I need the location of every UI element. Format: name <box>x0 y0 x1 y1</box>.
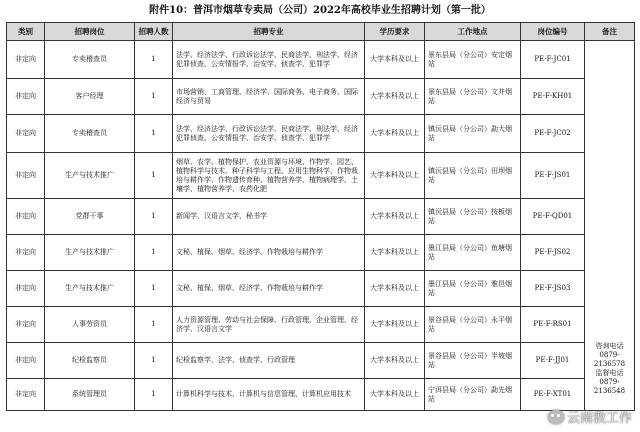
table-header-row <box>7 23 635 41</box>
cell-education: 大学本科及以上 <box>365 153 425 199</box>
cell-category: 非定向 <box>7 235 45 271</box>
cell-category: 非定向 <box>7 343 45 379</box>
cell-majors: 文秘、植保、烟草、经济学、作物栽培与耕作学 <box>173 235 365 271</box>
cell-education: 大学本科及以上 <box>365 115 425 153</box>
cell-count: 1 <box>135 307 173 343</box>
cell-education: 大学本科及以上 <box>365 379 425 411</box>
cell-location: 景东县局（分公司）文井烟站 <box>425 79 521 115</box>
header-code: 岗位编号 <box>521 23 585 41</box>
cell-category: 非定向 <box>7 153 45 199</box>
cell-position: 生产与技术推广 <box>45 153 135 199</box>
cell-education: 大学本科及以上 <box>365 79 425 115</box>
cell-code: PE-F-JC01 <box>521 41 585 79</box>
table-row <box>7 271 635 307</box>
cell-category: 非定向 <box>7 199 45 235</box>
cell-position: 专卖稽查员 <box>45 41 135 79</box>
cell-category: 非定向 <box>7 41 45 79</box>
cell-category: 非定向 <box>7 307 45 343</box>
table-row <box>7 115 635 153</box>
cell-majors: 新闻学、汉语言文学、秘书学 <box>173 199 365 235</box>
notes-supervise-label: 监督电话 <box>595 369 624 377</box>
cell-position: 生产与技术推广 <box>45 271 135 307</box>
table-row <box>7 235 635 271</box>
cell-education: 大学本科及以上 <box>365 271 425 307</box>
table-row <box>7 153 635 199</box>
cell-count: 1 <box>135 379 173 411</box>
cell-position: 党群干事 <box>45 199 135 235</box>
cell-majors: 烟草、农学、植物保护、农业资源与环境、作物学、园艺、植物科学与技术、种子科学与工程、应用生物科学、作物栽培与耕作学、作物遗传育种、植物营养学、植物病理学、土壤学、植物营养学、农药化肥 <box>173 153 365 199</box>
cell-code: PE-F-JS02 <box>521 235 585 271</box>
cell-education: 大学本科及以上 <box>365 343 425 379</box>
cell-code: PE-F-QD01 <box>521 199 585 235</box>
table-row <box>7 199 635 235</box>
cell-location: 墨江县局（分公司）雅邑烟站 <box>425 271 521 307</box>
page-title: 附件10：普洱市烟草专卖局（公司）2022年高校毕业生招聘计划（第一批） <box>149 5 491 16</box>
cell-majors: 计算机科学与技术、计算机与信息管理、计算机应用技术 <box>173 379 365 411</box>
table-row <box>7 307 635 343</box>
table-row <box>7 343 635 379</box>
cell-count: 1 <box>135 235 173 271</box>
cell-location: 景谷县局（分公司）半坡烟站 <box>425 343 521 379</box>
recruitment-table <box>6 22 635 411</box>
cell-category: 非定向 <box>7 115 45 153</box>
header-count: 招聘人数 <box>135 23 173 41</box>
cell-category: 非定向 <box>7 79 45 115</box>
notes-supervise-phone: 0879-2136548 <box>593 378 626 395</box>
notes-consult-label: 咨询电话 <box>595 342 624 350</box>
cell-code: PE-F-JJ01 <box>521 343 585 379</box>
cell-code: PE-F-JC02 <box>521 115 585 153</box>
cell-majors: 法学、经济法学、行政诉讼法学、民商法学、刑法学、经济犯罪侦查、公安情报学、治安学、侦查学、犯罪学 <box>173 41 365 79</box>
notes-cell <box>585 41 635 411</box>
cell-location: 宁洱县局（分公司）勐先烟站 <box>425 379 521 411</box>
cell-position: 专卖稽查员 <box>45 115 135 153</box>
cell-count: 1 <box>135 271 173 307</box>
cell-position: 系统管理员 <box>45 379 135 411</box>
cell-majors: 市场营销、工商管理、经济学、国际商务、电子商务、国际经济与贸易 <box>173 79 365 115</box>
cell-code: PE-F-KH01 <box>521 79 585 115</box>
header-category: 类别 <box>7 23 45 41</box>
watermark <box>548 407 632 426</box>
cell-education: 大学本科及以上 <box>365 199 425 235</box>
table-row <box>7 41 635 79</box>
cell-category: 非定向 <box>7 379 45 411</box>
cell-location: 景谷县局（分公司）永平烟站 <box>425 307 521 343</box>
cell-education: 大学本科及以上 <box>365 235 425 271</box>
cell-category: 非定向 <box>7 271 45 307</box>
cell-count: 1 <box>135 41 173 79</box>
cell-education: 大学本科及以上 <box>365 307 425 343</box>
cell-majors: 文秘、植保、烟草、经济学、作物栽培与耕作学 <box>173 271 365 307</box>
cell-count: 1 <box>135 79 173 115</box>
cell-location: 景东县局（分公司）安定烟站 <box>425 41 521 79</box>
header-location: 工作地点 <box>425 23 521 41</box>
cell-count: 1 <box>135 199 173 235</box>
cell-code: PE-F-RS01 <box>521 307 585 343</box>
wechat-icon <box>548 410 564 424</box>
cell-count: 1 <box>135 343 173 379</box>
cell-code: PE-F-XT01 <box>521 379 585 411</box>
notes-consult-phone: 0879-2136578 <box>593 351 626 368</box>
cell-location: 镇沅县局（分公司）按板烟站 <box>425 199 521 235</box>
header-position: 招聘岗位 <box>45 23 135 41</box>
cell-position: 人事劳资员 <box>45 307 135 343</box>
table-row <box>7 379 635 411</box>
cell-location: 墨江县局（分公司）鱼塘烟站 <box>425 235 521 271</box>
cell-position: 纪检监察员 <box>45 343 135 379</box>
table-row <box>7 79 635 115</box>
cell-count: 1 <box>135 153 173 199</box>
watermark-text: 云南敦工作 <box>566 411 632 426</box>
cell-majors: 人力资源管理、劳动与社会保障、行政管理、企业管理、经济学、汉语言文学 <box>173 307 365 343</box>
cell-majors: 法学、经济法学、行政诉讼法学、民商法学、刑法学、经济犯罪侦查、公安情报学、治安学、侦查学、犯罪学 <box>173 115 365 153</box>
cell-location: 镇沅县局（分公司）田坝烟站 <box>425 153 521 199</box>
cell-code: PE-F-JS03 <box>521 271 585 307</box>
header-majors: 招聘专业 <box>173 23 365 41</box>
header-education: 学历要求 <box>365 23 425 41</box>
cell-location: 镇沅县局（分公司）勐大烟站 <box>425 115 521 153</box>
cell-code: PE-F-JS01 <box>521 153 585 199</box>
cell-education: 大学本科及以上 <box>365 41 425 79</box>
cell-count: 1 <box>135 115 173 153</box>
cell-majors: 纪检监察学、法学、侦查学、行政管理 <box>173 343 365 379</box>
cell-position: 生产与技术推广 <box>45 235 135 271</box>
header-notes: 备注 <box>585 23 635 41</box>
cell-position: 客户经理 <box>45 79 135 115</box>
